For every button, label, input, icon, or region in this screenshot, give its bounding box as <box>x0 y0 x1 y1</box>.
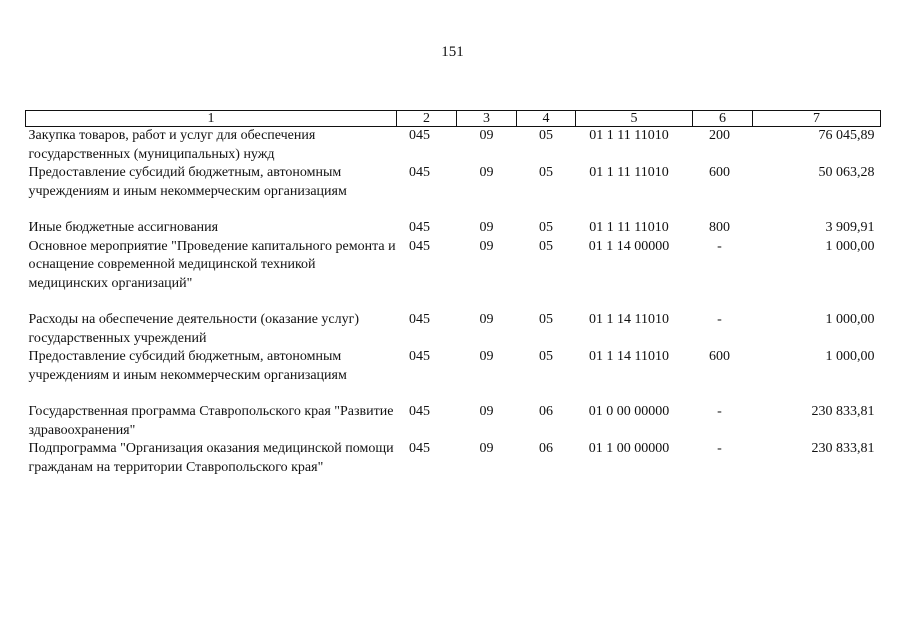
row-target-code: 01 0 00 00000 <box>588 404 670 419</box>
row-section-code: 09 <box>479 128 494 143</box>
row-amount: 230 833,81 <box>811 441 875 456</box>
table-row <box>26 348 881 403</box>
row-section-code: 09 <box>479 349 494 364</box>
row-section-code: 09 <box>479 165 494 180</box>
table-row <box>26 403 881 440</box>
row-section-code: 09 <box>479 238 494 254</box>
row-target-code: 01 1 14 11010 <box>589 312 669 327</box>
row-name: Государственная программа Ставропольского края "Развитие здравоохранения" <box>28 404 394 438</box>
row-subsection-code: 05 <box>539 165 553 180</box>
row-expense-type: 200 <box>709 128 730 143</box>
row-amount: 230 833,81 <box>811 404 875 419</box>
row-target-code: 01 1 14 00000 <box>588 238 670 254</box>
row-amount: 3 909,91 <box>825 220 875 235</box>
row-target-code: 01 1 11 11010 <box>589 220 669 235</box>
row-ministry-code: 045 <box>409 441 430 456</box>
row-expense-type: - <box>717 441 722 456</box>
row-amount: 76 045,89 <box>818 128 875 143</box>
column-header-3: 3 <box>457 111 517 127</box>
row-name: Предоставление субсидий бюджетным, автономным учреждениям и иным некоммерческим организациям <box>28 349 347 383</box>
row-name: Закупка товаров, работ и услуг для обеспечения государственных (муниципальных) нужд <box>28 128 316 162</box>
row-subsection-code: 05 <box>539 349 553 364</box>
row-ministry-code: 045 <box>409 238 430 254</box>
budget-table <box>25 110 881 477</box>
row-amount: 1 000,00 <box>825 238 875 254</box>
row-expense-type: - <box>717 404 722 419</box>
row-subsection-code: 06 <box>539 441 553 456</box>
row-amount: 1 000,00 <box>825 312 875 327</box>
page-number: 151 <box>441 44 464 60</box>
row-expense-type: 600 <box>709 349 730 364</box>
table-row <box>26 164 881 219</box>
row-section-code: 09 <box>479 220 494 235</box>
row-section-code: 09 <box>479 441 494 456</box>
table-row <box>26 238 881 312</box>
table-row <box>26 440 881 477</box>
row-name: Подпрограмма "Организация оказания медицинской помощи гражданам на территории Ставропольского края" <box>28 441 394 475</box>
column-header-5: 5 <box>576 111 693 127</box>
row-expense-type: - <box>717 312 722 327</box>
row-section-code: 09 <box>479 312 494 327</box>
row-expense-type: 800 <box>709 220 730 235</box>
row-amount: 50 063,28 <box>818 165 875 180</box>
table-row <box>26 219 881 238</box>
row-ministry-code: 045 <box>409 220 430 235</box>
table-row <box>26 311 881 348</box>
column-header-1: 1 <box>26 111 397 127</box>
row-target-code: 01 1 11 11010 <box>589 165 669 180</box>
row-expense-type: - <box>717 238 722 254</box>
row-ministry-code: 045 <box>409 349 430 364</box>
header-row <box>26 111 881 127</box>
row-ministry-code: 045 <box>409 128 430 143</box>
row-name: Иные бюджетные ассигнования <box>28 220 219 235</box>
column-header-6: 6 <box>693 111 753 127</box>
row-ministry-code: 045 <box>409 165 430 180</box>
row-ministry-code: 045 <box>409 312 430 327</box>
row-expense-type: 600 <box>709 165 730 180</box>
row-section-code: 09 <box>479 404 494 419</box>
row-subsection-code: 05 <box>539 238 553 254</box>
row-name: Расходы на обеспечение деятельности (оказание услуг) государственных учреждений <box>28 312 360 346</box>
row-name: Основное мероприятие "Проведение капитального ремонта и оснащение современной медицинской техникой медицинских организаций" <box>28 238 396 291</box>
column-header-4: 4 <box>517 111 576 127</box>
table-row <box>26 127 881 165</box>
row-ministry-code: 045 <box>409 404 430 419</box>
column-header-2: 2 <box>397 111 457 127</box>
row-name: Предоставление субсидий бюджетным, автономным учреждениям и иным некоммерческим организациям <box>28 165 347 199</box>
row-subsection-code: 05 <box>539 220 553 235</box>
row-subsection-code: 05 <box>539 128 553 143</box>
row-target-code: 01 1 14 11010 <box>589 349 669 364</box>
row-target-code: 01 1 00 00000 <box>588 441 670 456</box>
row-amount: 1 000,00 <box>825 349 875 364</box>
row-subsection-code: 06 <box>539 404 553 419</box>
row-subsection-code: 05 <box>539 312 553 327</box>
row-target-code: 01 1 11 11010 <box>589 128 669 143</box>
column-header-7: 7 <box>753 111 881 127</box>
